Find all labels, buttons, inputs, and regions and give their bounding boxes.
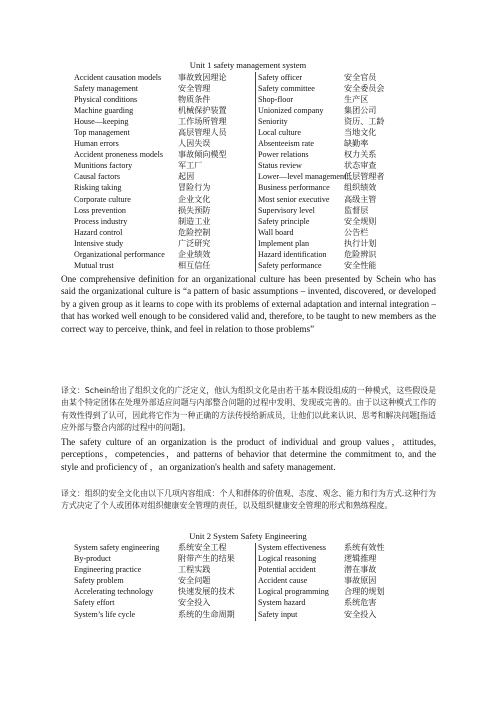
term-zh-right: 安全性能 xyxy=(344,261,377,271)
term-zh-right: 安全规则 xyxy=(344,216,377,226)
vocab-row xyxy=(74,138,434,149)
safety-culture-paragraph-zh: 译文：组织的安全文化由以下几项内容组成：个人和群体的价值观、态度、观念、能力和行为方式.这种行为方式决定了个人或团体对组织健康安全管理的责任，以及组织健康安全管理的形式和熟练程度。 xyxy=(61,489,436,511)
term-en-right: Hazard identification xyxy=(258,250,327,259)
safety-culture-paragraph-en: The safety culture of an organization is the product of individual and group values，attitudes, perceptions，competencies，and patterns of behavior that determine the commitment to, and the style and proficiency of ，an organization's health and safety management. xyxy=(61,437,436,472)
term-zh-right: 系统有效性 xyxy=(344,543,385,552)
vocab-row xyxy=(74,238,434,249)
term-en-right: Safety performance xyxy=(258,261,322,271)
vocab-row xyxy=(74,105,434,116)
term-zh-left: 安全投入 xyxy=(178,598,211,608)
term-zh-left: 起因 xyxy=(178,172,195,182)
vocab-row xyxy=(74,94,434,105)
term-zh-right: 逻辑推理 xyxy=(344,554,377,564)
term-en-left: Loss prevention xyxy=(74,205,126,215)
term-en-left: Process industry xyxy=(74,216,128,226)
term-en-left: Safety problem xyxy=(74,576,124,586)
vocab-row xyxy=(74,609,434,620)
term-en-left: System safety engineering xyxy=(74,543,160,552)
term-en-left: Top management xyxy=(74,127,130,137)
vocab-row xyxy=(74,149,434,160)
term-en-right: Supervisory level xyxy=(258,205,315,215)
term-zh-right: 缺勤率 xyxy=(344,139,369,149)
term-en-right: Most senior executive xyxy=(258,194,330,204)
term-zh-right: 危险辨识 xyxy=(344,250,377,259)
term-zh-right: 状态审查 xyxy=(344,161,377,171)
term-en-right: Potential accident xyxy=(258,565,316,575)
term-zh-left: 相互信任 xyxy=(178,261,211,271)
term-en-left: Engineering practice xyxy=(74,565,142,575)
term-en-left: Accelerating technology xyxy=(74,587,154,597)
vocab-row xyxy=(74,227,434,238)
term-zh-left: 系统安全工程 xyxy=(178,543,227,552)
term-zh-right: 组织绩效 xyxy=(344,183,377,193)
vocab-row xyxy=(74,260,434,271)
term-zh-left: 危险控制 xyxy=(178,227,211,237)
term-en-right: Local culture xyxy=(258,127,301,137)
term-en-left: Munitions factory xyxy=(74,161,133,171)
term-en-left: House—keeping xyxy=(74,116,129,126)
unit1-title: Unit 1 safety management system xyxy=(189,60,307,70)
term-zh-left: 制造工业 xyxy=(178,216,211,226)
term-zh-right: 潜在事故 xyxy=(344,565,377,575)
term-en-left: Causal factors xyxy=(74,172,121,182)
term-zh-right: 公告栏 xyxy=(344,227,369,237)
term-zh-right: 集团公司 xyxy=(344,105,377,115)
term-en-left: Mutual trust xyxy=(74,261,114,271)
term-en-right: Seniority xyxy=(258,116,288,126)
term-en-right: Shop-floor xyxy=(258,94,294,104)
definition-paragraph-zh: 译文：Schein给出了组织文化的广泛定义，他认为组织文化是由若干基本假设组成的一种模式，这些假设是由某个特定团体在处理外部适应问题与内部整合问题的过程中发明、发现或完善的。由于以这种模式工作的有效性得到了认可，因此将它作为一种正确的方法传授给新成员，让他们以此来认识、思考和解决问题[指适应外部与整合内部的过程中的问题]。 xyxy=(61,386,436,433)
term-en-right: Wall board xyxy=(258,227,294,237)
unit2-title: Unit 2 System Safety Engineering xyxy=(189,531,307,541)
term-zh-right: 监督层 xyxy=(344,205,369,215)
vocab-row xyxy=(74,127,434,138)
vocab-row xyxy=(74,597,434,608)
term-en-left: Machine guarding xyxy=(74,105,134,115)
term-en-left: Hazard control xyxy=(74,227,123,237)
vocab-row xyxy=(74,553,434,564)
term-zh-right: 低层管理者 xyxy=(344,172,385,182)
term-en-left: Accident causation models xyxy=(74,72,162,82)
term-zh-left: 损失预防 xyxy=(178,205,211,215)
term-zh-left: 安全问题 xyxy=(178,576,211,586)
term-zh-right: 安全官员 xyxy=(344,72,377,82)
term-en-right: Power relations xyxy=(258,150,309,160)
term-zh-left: 军工厂 xyxy=(178,161,203,171)
term-en-right: Lower—level management xyxy=(258,172,347,182)
unit2-column-divider xyxy=(255,543,256,621)
term-en-left: Corporate culture xyxy=(74,194,131,204)
unit2-vocab-table xyxy=(74,542,434,620)
vocab-row xyxy=(74,83,434,94)
term-en-right: Safety principle xyxy=(258,216,310,226)
vocab-row xyxy=(74,171,434,182)
term-zh-left: 安全管理 xyxy=(178,83,211,93)
unit1-column-divider xyxy=(255,72,256,272)
term-en-right: Safety input xyxy=(258,609,298,619)
vocab-row xyxy=(74,542,434,553)
term-zh-left: 广泛研究 xyxy=(178,238,211,248)
vocab-row xyxy=(74,205,434,216)
term-en-left: By-product xyxy=(74,554,111,564)
vocab-row xyxy=(74,575,434,586)
vocab-row xyxy=(74,249,434,260)
term-zh-right: 生产区 xyxy=(344,94,369,104)
term-zh-right: 合理的规划 xyxy=(344,587,385,597)
term-en-left: Physical conditions xyxy=(74,94,138,104)
term-en-right: Logical programming xyxy=(258,587,329,597)
term-zh-left: 企业绩效 xyxy=(178,250,211,259)
term-zh-left: 事故致因理论 xyxy=(178,72,227,82)
vocab-row xyxy=(74,586,434,597)
vocab-row xyxy=(74,182,434,193)
term-en-right: System hazard xyxy=(258,598,306,608)
term-zh-left: 人因失误 xyxy=(178,139,211,149)
term-zh-right: 权力关系 xyxy=(344,150,377,160)
term-en-right: Status review xyxy=(258,161,302,171)
term-en-right: Safety officer xyxy=(258,72,303,82)
term-zh-left: 冒险行为 xyxy=(178,183,211,193)
term-en-right: System effectiveness xyxy=(258,543,326,552)
term-zh-right: 当地文化 xyxy=(344,127,377,137)
term-en-right: Business performance xyxy=(258,183,330,193)
term-en-left: Intensive study xyxy=(74,238,124,248)
vocab-row xyxy=(74,160,434,171)
term-zh-left: 事故倾向模型 xyxy=(178,150,227,160)
vocab-row xyxy=(74,564,434,575)
term-zh-left: 快速发展的技术 xyxy=(178,587,235,597)
term-zh-right: 执行计划 xyxy=(344,238,377,248)
term-en-left: Organizational performance xyxy=(74,250,165,259)
term-zh-left: 附带产生的结果 xyxy=(178,554,235,564)
term-zh-left: 企业文化 xyxy=(178,194,211,204)
term-en-left: Safety management xyxy=(74,83,139,93)
term-zh-right: 安全投入 xyxy=(344,609,377,619)
term-zh-left: 系统的生命周期 xyxy=(178,609,235,619)
term-zh-left: 工程实践 xyxy=(178,565,211,575)
vocab-row xyxy=(74,116,434,127)
term-en-right: Absenteeism rate xyxy=(258,139,314,149)
term-en-right: Unionized company xyxy=(258,105,324,115)
term-en-left: Accident proneness models xyxy=(74,150,164,160)
term-en-right: Implement plan xyxy=(258,238,310,248)
term-zh-right: 事故原因 xyxy=(344,576,377,586)
term-zh-left: 高层管理人员 xyxy=(178,127,227,137)
term-zh-right: 系统危害 xyxy=(344,598,377,608)
definition-paragraph-en: One comprehensive definition for an organizational culture has been presented by Schein who has said the organizational culture is “a pattern of basic assumptions – invented, discovered, or developed by a given group as it learns to cope with its problems of external adaptation and internal integration – that has worked well enough to be considered valid and, therefore, to be taught to new members as the correct way to perceive, think, and feel in relation to those problems” xyxy=(61,274,436,334)
term-zh-left: 机械保护装置 xyxy=(178,105,227,115)
unit1-vocab-table xyxy=(74,72,434,272)
term-zh-right: 高级主管 xyxy=(344,194,377,204)
term-en-left: Human errors xyxy=(74,139,119,149)
term-en-right: Safety committee xyxy=(258,83,315,93)
vocab-row xyxy=(74,72,434,83)
vocab-row xyxy=(74,194,434,205)
term-en-left: System’s life cycle xyxy=(74,609,136,619)
term-en-right: Logical reasoning xyxy=(258,554,317,564)
term-en-left: Risking taking xyxy=(74,183,122,193)
vocab-row xyxy=(74,216,434,227)
term-zh-left: 物质条件 xyxy=(178,94,211,104)
term-en-right: Accident cause xyxy=(258,576,308,586)
term-zh-right: 资历、工龄 xyxy=(344,116,385,126)
term-zh-left: 工作场所管理 xyxy=(178,116,227,126)
term-en-left: Safety effort xyxy=(74,598,115,608)
term-zh-right: 安全委员会 xyxy=(344,83,385,93)
